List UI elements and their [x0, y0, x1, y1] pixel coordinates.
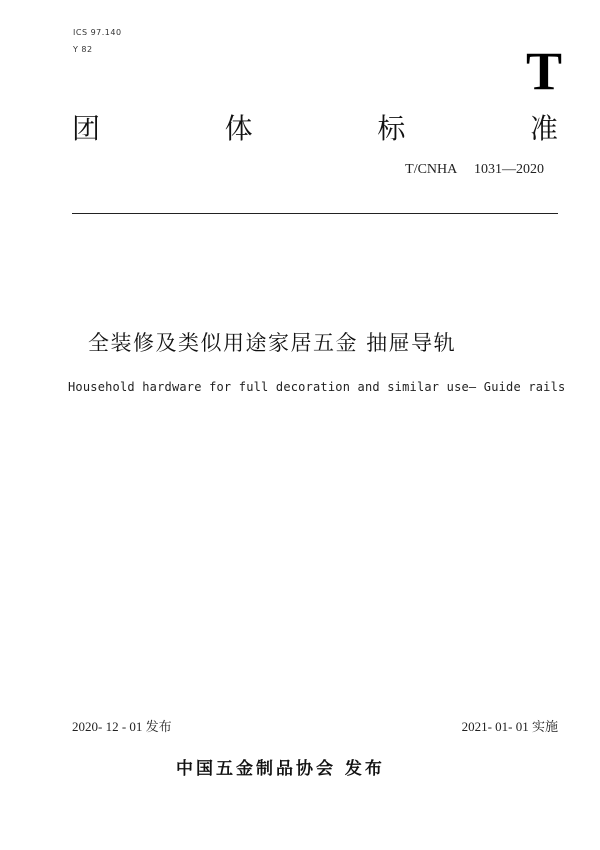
- standard-type-char-2: 体: [224, 112, 253, 145]
- standard-type-char-1: 团: [72, 112, 101, 145]
- publish-date: 2020- 12 - 01 发布: [72, 719, 172, 734]
- standard-type-char-4: 准: [529, 112, 558, 145]
- issuing-organization: 中国五金制品协会 发布: [176, 759, 385, 779]
- group-standard-logo: T: [525, 41, 562, 101]
- english-title: Household hardware for full decoration and similar use— Guide rails: [68, 380, 566, 394]
- classification-code: Y 82: [73, 45, 93, 54]
- chinese-title: 全装修及类似用途家居五金 抽屉导轨: [88, 331, 457, 355]
- standard-type-heading: [72, 112, 558, 146]
- standard-type-char-3: 标: [377, 112, 406, 145]
- implement-date: 2021- 01- 01 实施: [461, 719, 558, 734]
- ics-code: ICS 97.140: [73, 28, 122, 37]
- standard-number: T/CNHA 1031—2020: [405, 162, 544, 177]
- header-divider: [72, 213, 558, 214]
